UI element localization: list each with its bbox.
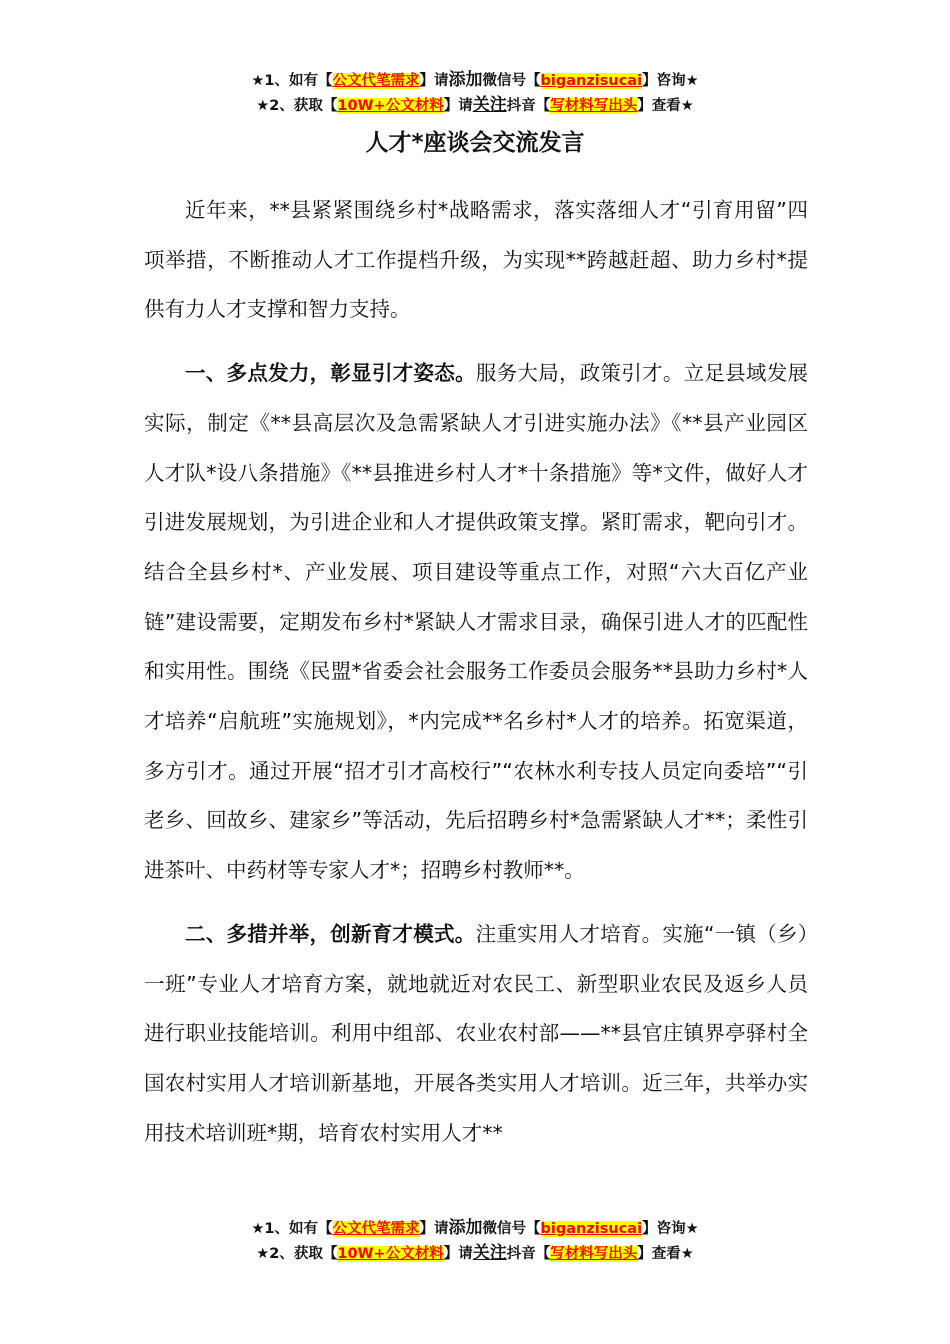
- banner-text: 抖音【: [506, 98, 551, 114]
- banner-text: 】请: [419, 1221, 449, 1237]
- banner-text: 抖音【: [506, 1246, 551, 1262]
- banner-text: 微信号【: [482, 1221, 541, 1237]
- banner-text: 2、获取【: [269, 98, 338, 114]
- banner-text: 】查看: [637, 1246, 681, 1262]
- highlight-text: biganzisucai: [540, 1221, 643, 1237]
- top-banner: [0, 68, 950, 118]
- banner-text: 】咨询: [642, 1221, 686, 1237]
- star-icon: ★: [251, 1221, 265, 1237]
- bottom-banner: [0, 1216, 950, 1266]
- emphasis-text: 关注: [472, 95, 507, 115]
- banner-line-2: [0, 1241, 950, 1266]
- intro-paragraph: 近年来，**县紧紧围绕乡村*战略需求，落实落细人才“引育用留”四项举措，不断推动人才工作提档升级，为实现**跨越赶超、助力乡村*提供有力人才支撑和智力支持。: [144, 198, 808, 322]
- banner-text: 1、如有【: [264, 1221, 333, 1237]
- star-icon: ★: [256, 1246, 270, 1262]
- highlight-text: 写材料写出头: [550, 98, 638, 114]
- banner-text: 】咨询: [642, 73, 686, 89]
- banner-text: 2、获取【: [269, 1246, 338, 1262]
- section-1-paragraph: [144, 349, 808, 896]
- star-icon: ★: [685, 73, 699, 89]
- banner-text: 】请: [443, 1246, 473, 1262]
- highlight-text: 公文代笔需求: [332, 73, 420, 89]
- highlight-text: 10W+公文材料: [337, 1246, 444, 1262]
- banner-line-1: [0, 68, 950, 93]
- emphasis-text: 添加: [448, 70, 483, 90]
- section-2-text: 注重实用人才培育。实施“一镇（乡）一班”专业人才培育方案，就地就近对农民工、新型职业农民及返乡人员进行职业技能培训。利用中组部、农业农村部——**县官庄镇界亭驿村全国农村实用人才培训新基地，开展各类实用人才培训。近三年，共举办实用技术培训班*期，培育农村实用人才**: [144, 921, 808, 1145]
- banner-line-1: [0, 1216, 950, 1241]
- star-icon: ★: [680, 98, 694, 114]
- section-1-heading: 一、多点发力，彰显引才姿态。: [185, 361, 476, 386]
- highlight-text: 写材料写出头: [550, 1246, 638, 1262]
- star-icon: ★: [256, 98, 270, 114]
- banner-text: 1、如有【: [264, 73, 333, 89]
- section-2-heading: 二、多措并举，创新育才模式。: [185, 921, 476, 946]
- emphasis-text: 添加: [448, 1218, 483, 1238]
- star-icon: ★: [680, 1246, 694, 1262]
- banner-text: 】请: [419, 73, 449, 89]
- banner-text: 微信号【: [482, 73, 541, 89]
- section-1-text: 服务大局，政策引才。立足县域发展实际，制定《**县高层次及急需紧缺人才引进实施办法》《**县产业园区人才队*设八条措施》《**县推进乡村人才*十条措施》等*文件，做好人才引进发展规划，为引进企业和人才提供政策支撑。紧盯需求，靶向引才。结合全县乡村*、产业发展、项目建设等重点工作，对照“六大百亿产业链”建设需要，定期发布乡村*紧缺人才需求目录，确保引进人才的匹配性和实用性。围绕《民盟*省委会社会服务工作委员会服务**县助力乡村*人才培养“启航班”实施规划》，*内完成**名乡村*人才的培养。拓宽渠道，多方引才。通过开展“招才引才高校行”“农林水利专技人员定向委培”“引老乡、回故乡、建家乡”等活动，先后招聘乡村*急需紧缺人才**；柔性引进茶叶、中药材等专家人才*；招聘乡村教师**。: [144, 361, 809, 883]
- document-body: [144, 186, 808, 1158]
- document-title: 人才*座谈会交流发言: [365, 130, 585, 156]
- highlight-text: 公文代笔需求: [332, 1221, 420, 1237]
- section-2-paragraph: [144, 910, 808, 1159]
- banner-text: 】请: [443, 98, 473, 114]
- highlight-text: 10W+公文材料: [337, 98, 444, 114]
- star-icon: ★: [251, 73, 265, 89]
- highlight-text: biganzisucai: [540, 73, 643, 89]
- star-icon: ★: [685, 1221, 699, 1237]
- banner-text: 】查看: [637, 98, 681, 114]
- banner-line-2: [0, 93, 950, 118]
- emphasis-text: 关注: [472, 1243, 507, 1263]
